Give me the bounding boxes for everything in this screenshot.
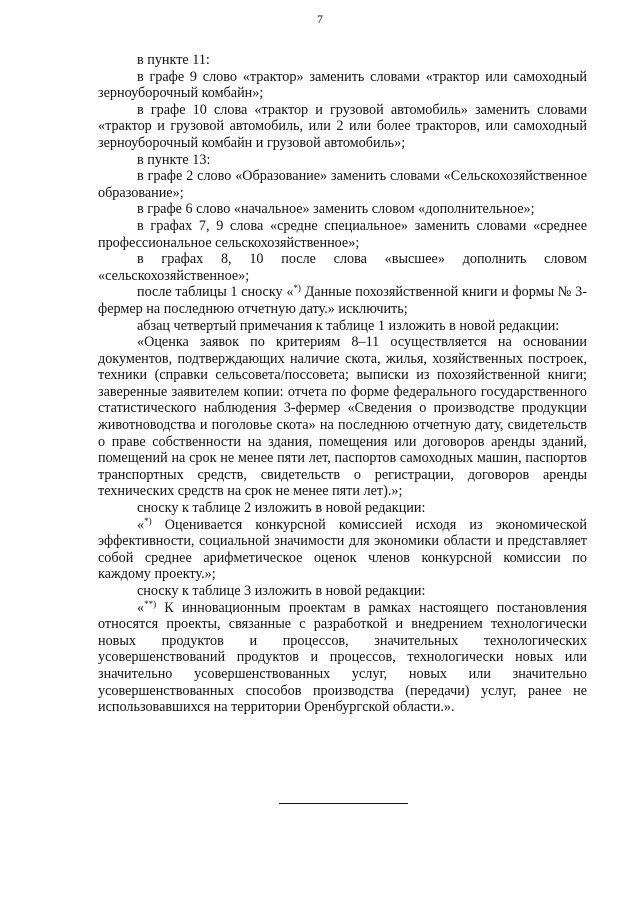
- document-body: [98, 52, 587, 716]
- paragraph-footnote: «**) К инновационным проектам в рамках настоящего постановления относятся проекты, связанные с разработкой и внедрением технологически новых продуктов и процессов, значительных технологических усовершенствований продуктов и процессов, технологически новых или значительно усовершенствованных услуг, новых или значительно усовершенствованных способов производства (передачи) услуг, ранее не использовавшихся на территории Оренбургской области.».: [98, 598, 587, 716]
- paragraph-footnote: «*) Оценивается конкурсной комиссией исходя из экономической эффективности, социальной значимости для экономики области и представляет собой среднее арифметическое оценок членов конкурсной комиссии по каждому проекту.»;: [98, 515, 587, 583]
- paragraph: абзац четвертый примечания к таблице 1 изложить в новой редакции:: [137, 317, 560, 334]
- footnote-marker: *): [293, 283, 301, 294]
- paragraph-footnote-removal: после таблицы 1 сноску «*) Данные похозяйственной книги и формы № 3-фермер на последнюю отчетную дату.» исключить;: [98, 283, 587, 317]
- paragraph: в графах 7, 9 слова «средне специальное» заменить словами «среднее профессиональное сельскохозяйственное»;: [98, 217, 587, 251]
- paragraph: в графах 8, 10 после слова «высшее» дополнить словом «сельскохозяйственное»;: [98, 251, 587, 284]
- paragraph: сноску к таблице 3 изложить в новой редакции:: [137, 583, 426, 599]
- paragraph: в графе 2 слово «Образование» заменить словами «Сельскохозяйственное образование»;: [98, 168, 587, 201]
- paragraph-quoted: «Оценка заявок по критериям 8–11 осуществляется на основании документов, подтверждающих наличие скота, жилья, хозяйственных построек, техники (справки сельсовета/поссовета; выписки из похозяйственной книги; заверенные заявителем копии: отчета по форме федерального государственного статистического наблюдения 3-фермер «Сведения о производстве продукции животноводства и поголовье скота» на последнюю отчетную дату, свидетельств о праве собственности на здания, помещения или договоров аренды зданий, помещений на срок не менее пяти лет, паспортов самоходных машин, паспортов транспортных средств, свидетельств о регистрации, договоров аренды технических средств на срок не менее пяти лет).»;: [98, 334, 587, 500]
- footnote-marker: *): [144, 515, 152, 526]
- page-number: 7: [317, 12, 323, 26]
- paragraph: в графе 9 слово «трактор» заменить словами «трактор или самоходный зерноуборочный комбайн»;: [98, 68, 587, 102]
- end-divider-line: [279, 803, 408, 804]
- footnote-marker: **): [144, 598, 157, 609]
- paragraph: в графе 10 слова «трактор и грузовой автомобиль» заменить словами «трактор и грузовой автомобиль, или 2 или более тракторов, или самоходный зерноуборочный комбайн и грузовой автомобиль»;: [98, 101, 587, 151]
- paragraph: в пункте 13:: [137, 151, 211, 168]
- paragraph: в графе 6 слово «начальное» заменить словом «дополнительное»;: [137, 201, 535, 218]
- paragraph: в пункте 11:: [137, 52, 210, 68]
- paragraph: сноску к таблице 2 изложить в новой редакции:: [137, 500, 426, 517]
